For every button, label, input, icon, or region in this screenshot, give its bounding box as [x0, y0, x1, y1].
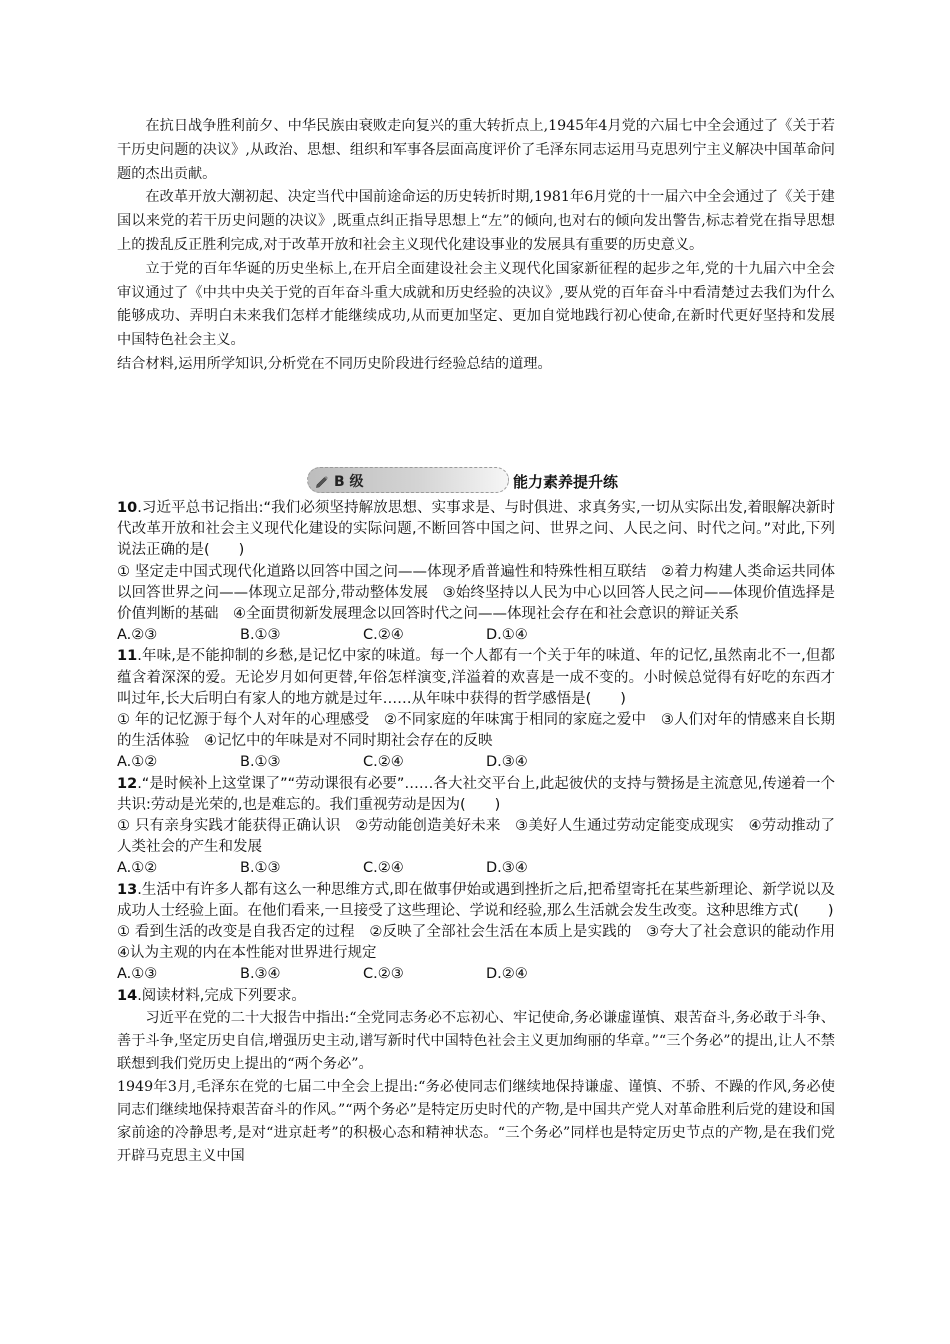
question-number: 11 [117, 648, 138, 665]
material-paragraph-1: 在抗日战争胜利前夕、中华民族由衰败走向复兴的重大转折点上,1945年4月党的六届七中全会通过了《关于若干历史问题的决议》,从政治、思想、组织和军事各层面高度评价了毛泽东同志运用马克思列宁主义解决中国革命问题的杰出贡献。 [117, 118, 835, 182]
answer-options [117, 752, 835, 773]
question-list [117, 498, 850, 1168]
question-11 [117, 646, 835, 773]
option-b[interactable]: B.③④ [240, 966, 281, 983]
option-c[interactable]: C.②③ [363, 966, 404, 983]
question-number: 14 [117, 987, 138, 1004]
level-label: B 级 [334, 474, 364, 490]
option-a[interactable]: A.①② [117, 860, 158, 877]
question-number: 12 [117, 775, 138, 792]
level-badge [307, 467, 509, 493]
question-statements: ① 年的记忆源于每个人对年的心理感受 ②不同家庭的年味寓于相同的家庭之爱中 ③人们对年的情感来自长期的生活体验 ④记忆中的年味是对不同时期社会存在的反映 [117, 712, 835, 750]
question-stem [117, 774, 835, 816]
material-paragraph-3: 立于党的百年华诞的历史坐标上,在开启全面建设社会主义现代化国家新征程的起步之年,党的十九届六中全会审议通过了《中共中央关于党的百年奋斗重大成就和历史经验的决议》,要从党的百年奋斗中看清楚过去我们为什么能够成功、弄明白未来我们怎样才能继续成功,从而更加坚定、更加自觉地践行初心使命,在新时代更好坚持和发展中国特色社会主义。 [117, 260, 835, 349]
option-a[interactable]: A.①② [117, 754, 158, 771]
option-d[interactable]: D.③④ [486, 860, 528, 877]
question-13 [117, 880, 850, 986]
answer-options [117, 964, 835, 985]
question-stem [117, 986, 835, 1007]
option-b[interactable]: B.①③ [240, 754, 281, 771]
question-12 [117, 774, 835, 880]
question-text: .生活中有许多人都有这么一种思维方式,即在做事伊始或遇到挫折之后,把希望寄托在某些新理论、新学说以及成功人士经验上面。在他们看来,一旦接受了这些理论、学说和经验,那么生活就会发生改变。这种思维方式( ) [117, 881, 835, 919]
option-a[interactable]: A.①③ [117, 966, 158, 983]
pencil-icon [314, 473, 330, 489]
reading-material [117, 1007, 835, 1168]
question-14 [117, 986, 835, 1168]
option-b[interactable]: B.①③ [240, 627, 281, 644]
question-text: .阅读材料,完成下列要求。 [137, 987, 306, 1004]
section-title: 能力素养提升练 [513, 473, 619, 491]
option-d[interactable]: D.③④ [486, 754, 528, 771]
reading-paragraph-2: 1949年3月,毛泽东在党的七届二中全会上提出:“务必使同志们继续地保持谦虚、谨慎、不骄、不躁的作风,务必使同志们继续地保持艰苦奋斗的作风。”“两个务必”是特定历史时代的产物,是中国共产党人对革命胜利后党的建设和国家前途的冷静思考,是对“进京赶考”的积极心态和精神状态。“三个务必”同样也是特定历史节点的产物,是在我们党开辟马克思主义中国 [117, 1078, 835, 1164]
question-statements: ① 坚定走中国式现代化道路以回答中国之问——体现矛盾普遍性和特殊性相互联结 ②着力构建人类命运共同体以回答世界之问——体现立足部分,带动整体发展 ③始终坚持以人民为中心以回答人民之问——体现价值选择是价值判断的基础 ④全面贯彻新发展理念以回答时代之问——体现社会存在和社会意识的辩证关系 [117, 563, 835, 623]
question-stem [117, 646, 835, 710]
question-number: 10 [117, 500, 138, 516]
material-section [117, 115, 835, 377]
question-text: .习近平总书记指出:“我们必须坚持解放思想、实事求是、与时俱进、求真务实,一切从实际出发,着眼解决新时代改革开放和社会主义现代化建设的实际问题,不断回答中国之问、世界之问、人民之问、时代之问。”对此,下列说法正确的是( ) [117, 500, 835, 559]
option-b[interactable]: B.①③ [240, 860, 281, 877]
answer-options [117, 625, 835, 646]
option-a[interactable]: A.②③ [117, 627, 158, 644]
option-c[interactable]: C.②④ [363, 860, 404, 877]
question-text: .“是时候补上这堂课了”“劳动课很有必要”……各大社交平台上,此起彼伏的支持与赞扬是主流意见,传递着一个共识:劳动是光荣的,也是难忘的。我们重视劳动是因为( ) [117, 775, 835, 813]
question-statements: ① 看到生活的改变是自我否定的过程 ②反映了全部社会生活在本质上是实践的 ③夸大了社会意识的能动作用 ④认为主观的内在本性能对世界进行规定 [117, 924, 850, 962]
question-statements: ① 只有亲身实践才能获得正确认识 ②劳动能创造美好未来 ③美好人生通过劳动定能变成现实 ④劳动推动了人类社会的产生和发展 [117, 818, 835, 856]
option-d[interactable]: D.①④ [486, 627, 528, 644]
option-d[interactable]: D.②④ [486, 966, 528, 983]
material-task: 结合材料,运用所学知识,分析党在不同历史阶段进行经验总结的道理。 [117, 355, 552, 372]
reading-paragraph-1: 习近平在党的二十大报告中指出:“全党同志务必不忘初心、牢记使命,务必谦虚谨慎、艰苦奋斗,务必敢于斗争、善于斗争,坚定历史自信,增强历史主动,谱写新时代中国特色社会主义更加绚丽的华章。”“三个务必”的提出,让人不禁联想到我们党历史上提出的“两个务必”。 [117, 1009, 835, 1072]
material-paragraph-2: 在改革开放大潮初起、决定当代中国前途命运的历史转折时期,1981年6月党的十一届六中全会通过了《关于建国以来党的若干历史问题的决议》,既重点纠正指导思想上“左”的倾向,也对右的倾向发出警告,标志着党在指导思想上的拨乱反正胜利完成,对于改革开放和社会主义现代化建设事业的发展具有重要的历史意义。 [117, 189, 835, 253]
answer-options [117, 858, 835, 879]
option-c[interactable]: C.②④ [363, 754, 404, 771]
question-number: 13 [117, 881, 138, 898]
question-10 [117, 498, 835, 646]
question-text: .年味,是不能抑制的乡愁,是记忆中家的味道。每一个人都有一个关于年的味道、年的记忆,虽然南北不一,但都蕴含着深深的爱。无论岁月如何更替,年俗怎样演变,洋溢着的欢喜是一成不变的。小时候总觉得有好吃的东西才叫过年,长大后明白有家人的地方就是过年……从年味中获得的哲学感悟是( ) [117, 648, 835, 707]
question-stem [117, 498, 835, 562]
option-c[interactable]: C.②④ [363, 627, 404, 644]
section-header [307, 466, 707, 494]
question-stem [117, 880, 835, 922]
